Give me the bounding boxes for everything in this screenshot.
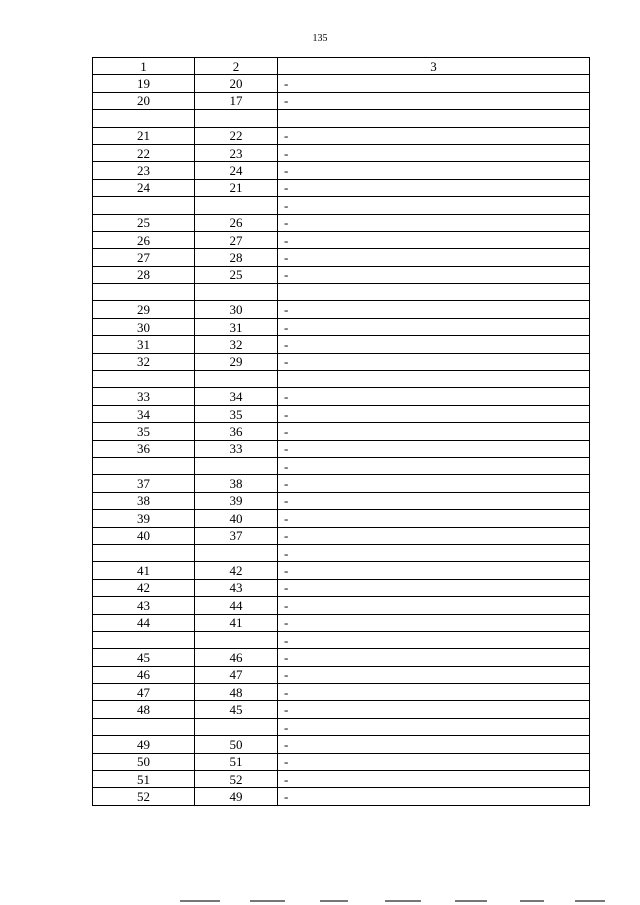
cell-col-1: 28: [93, 266, 195, 283]
table-row: [93, 788, 590, 805]
cell-col-3: -: [278, 179, 590, 196]
cell-col-3: -: [278, 353, 590, 370]
table-row: [93, 353, 590, 370]
cell-col-3: -: [278, 388, 590, 405]
table-row: [93, 684, 590, 701]
table-row: [93, 597, 590, 614]
cell-col-2: 38: [195, 475, 278, 492]
cell-col-1: [93, 110, 195, 127]
cell-col-2: 32: [195, 336, 278, 353]
cell-col-3: -: [278, 614, 590, 631]
table-row: [93, 179, 590, 196]
table-row: [93, 753, 590, 770]
cell-col-1: 21: [93, 127, 195, 144]
cell-col-3: -: [278, 684, 590, 701]
cell-col-2: 36: [195, 423, 278, 440]
cell-col-3: -: [278, 162, 590, 179]
cell-col-3: -: [278, 475, 590, 492]
cell-col-1: [93, 284, 195, 301]
table-row: [93, 457, 590, 474]
cell-col-2: 33: [195, 440, 278, 457]
cell-col-2: 46: [195, 649, 278, 666]
table-row: [93, 249, 590, 266]
cell-col-3: -: [278, 144, 590, 161]
cell-col-1: 23: [93, 162, 195, 179]
cell-col-2: 47: [195, 666, 278, 683]
cell-col-1: 44: [93, 614, 195, 631]
cell-col-1: 51: [93, 771, 195, 788]
cell-col-1: [93, 631, 195, 648]
cell-col-2: 45: [195, 701, 278, 718]
cell-col-1: 33: [93, 388, 195, 405]
cell-col-2: 51: [195, 753, 278, 770]
table-row: [93, 718, 590, 735]
cell-col-2: 39: [195, 492, 278, 509]
cell-col-2: 37: [195, 527, 278, 544]
cell-col-2: 21: [195, 179, 278, 196]
cell-col-1: 26: [93, 231, 195, 248]
cell-col-2: [195, 631, 278, 648]
cell-col-1: 46: [93, 666, 195, 683]
cell-col-2: 42: [195, 562, 278, 579]
table-row: [93, 405, 590, 422]
cell-col-3: -: [278, 75, 590, 92]
cell-col-3: -: [278, 579, 590, 596]
table-row: [93, 544, 590, 561]
cell-col-3: [278, 371, 590, 388]
cell-col-1: 25: [93, 214, 195, 231]
column-header-1: 1: [93, 58, 195, 75]
cell-col-3: -: [278, 301, 590, 318]
cell-col-3: -: [278, 492, 590, 509]
cell-col-2: 17: [195, 92, 278, 109]
table-row: [93, 771, 590, 788]
table-row: [93, 736, 590, 753]
cell-col-3: -: [278, 214, 590, 231]
cell-col-2: 29: [195, 353, 278, 370]
cell-col-1: 43: [93, 597, 195, 614]
cell-col-1: 29: [93, 301, 195, 318]
table-row: [93, 162, 590, 179]
cell-col-3: -: [278, 266, 590, 283]
cell-col-2: 23: [195, 144, 278, 161]
cell-col-3: -: [278, 440, 590, 457]
cell-col-3: -: [278, 597, 590, 614]
table-row: [93, 423, 590, 440]
table-row: [93, 701, 590, 718]
cell-col-3: -: [278, 701, 590, 718]
table-row: [93, 631, 590, 648]
cell-col-2: 35: [195, 405, 278, 422]
cell-col-1: 41: [93, 562, 195, 579]
cell-col-2: 24: [195, 162, 278, 179]
page-number: 135: [312, 33, 328, 44]
table-row: [93, 284, 590, 301]
table-row: [93, 614, 590, 631]
data-table: [92, 57, 590, 806]
table-row: [93, 388, 590, 405]
cell-col-3: -: [278, 666, 590, 683]
cell-col-2: 44: [195, 597, 278, 614]
cell-col-3: -: [278, 127, 590, 144]
cell-col-2: [195, 197, 278, 214]
cell-col-1: 52: [93, 788, 195, 805]
table-row: [93, 301, 590, 318]
table-row: [93, 562, 590, 579]
cell-col-1: 36: [93, 440, 195, 457]
cell-col-2: 49: [195, 788, 278, 805]
cell-col-1: [93, 544, 195, 561]
table-row: [93, 197, 590, 214]
cell-col-3: -: [278, 753, 590, 770]
table-row: [93, 75, 590, 92]
cell-col-2: 28: [195, 249, 278, 266]
table-row: [93, 214, 590, 231]
cell-col-1: 22: [93, 144, 195, 161]
cell-col-1: 31: [93, 336, 195, 353]
cell-col-3: -: [278, 457, 590, 474]
cell-col-2: 48: [195, 684, 278, 701]
table-header-row: [93, 58, 590, 75]
table-row: [93, 127, 590, 144]
cell-col-3: -: [278, 249, 590, 266]
cell-col-3: -: [278, 736, 590, 753]
cell-col-3: -: [278, 544, 590, 561]
table-row: [93, 666, 590, 683]
column-header-3: 3: [278, 58, 590, 75]
cell-col-1: 24: [93, 179, 195, 196]
cell-col-2: 20: [195, 75, 278, 92]
cell-col-1: 39: [93, 510, 195, 527]
cell-col-3: -: [278, 405, 590, 422]
cell-col-1: 20: [93, 92, 195, 109]
cell-col-1: 35: [93, 423, 195, 440]
cell-col-1: 30: [93, 318, 195, 335]
table-row: [93, 110, 590, 127]
cell-col-2: 22: [195, 127, 278, 144]
cell-col-1: 42: [93, 579, 195, 596]
cell-col-1: 47: [93, 684, 195, 701]
table-row: [93, 527, 590, 544]
cell-col-2: 27: [195, 231, 278, 248]
cell-col-3: -: [278, 510, 590, 527]
cell-col-1: 37: [93, 475, 195, 492]
cell-col-2: 34: [195, 388, 278, 405]
cell-col-2: 31: [195, 318, 278, 335]
cell-col-1: 49: [93, 736, 195, 753]
table-row: [93, 510, 590, 527]
cell-col-1: 45: [93, 649, 195, 666]
cell-col-3: -: [278, 336, 590, 353]
cell-col-2: 50: [195, 736, 278, 753]
cell-col-1: 48: [93, 701, 195, 718]
footer-scan-marks: [180, 896, 620, 905]
table-row: [93, 336, 590, 353]
cell-col-1: 27: [93, 249, 195, 266]
cell-col-1: 32: [93, 353, 195, 370]
cell-col-1: 40: [93, 527, 195, 544]
cell-col-2: 30: [195, 301, 278, 318]
table-body: [93, 75, 590, 805]
cell-col-3: -: [278, 318, 590, 335]
table-row: [93, 266, 590, 283]
cell-col-3: -: [278, 527, 590, 544]
cell-col-3: -: [278, 92, 590, 109]
table-row: [93, 92, 590, 109]
cell-col-2: [195, 284, 278, 301]
table-row: [93, 492, 590, 509]
cell-col-2: [195, 544, 278, 561]
cell-col-2: 40: [195, 510, 278, 527]
cell-col-3: -: [278, 231, 590, 248]
cell-col-3: -: [278, 788, 590, 805]
cell-col-3: -: [278, 631, 590, 648]
cell-col-1: 19: [93, 75, 195, 92]
cell-col-1: [93, 718, 195, 735]
cell-col-2: 26: [195, 214, 278, 231]
table-row: [93, 231, 590, 248]
cell-col-3: -: [278, 423, 590, 440]
table-row: [93, 579, 590, 596]
cell-col-2: 43: [195, 579, 278, 596]
cell-col-2: 52: [195, 771, 278, 788]
cell-col-3: -: [278, 197, 590, 214]
cell-col-2: [195, 718, 278, 735]
cell-col-2: [195, 110, 278, 127]
cell-col-2: 41: [195, 614, 278, 631]
cell-col-3: [278, 284, 590, 301]
cell-col-3: [278, 110, 590, 127]
cell-col-3: -: [278, 562, 590, 579]
cell-col-1: [93, 457, 195, 474]
cell-col-1: 38: [93, 492, 195, 509]
cell-col-3: -: [278, 649, 590, 666]
table-row: [93, 649, 590, 666]
cell-col-2: [195, 371, 278, 388]
table-row: [93, 144, 590, 161]
cell-col-3: -: [278, 718, 590, 735]
cell-col-2: 25: [195, 266, 278, 283]
table-row: [93, 371, 590, 388]
cell-col-3: -: [278, 771, 590, 788]
cell-col-1: 34: [93, 405, 195, 422]
table-row: [93, 440, 590, 457]
column-header-2: 2: [195, 58, 278, 75]
table-row: [93, 318, 590, 335]
cell-col-1: 50: [93, 753, 195, 770]
cell-col-2: [195, 457, 278, 474]
cell-col-1: [93, 371, 195, 388]
table-row: [93, 475, 590, 492]
cell-col-1: [93, 197, 195, 214]
